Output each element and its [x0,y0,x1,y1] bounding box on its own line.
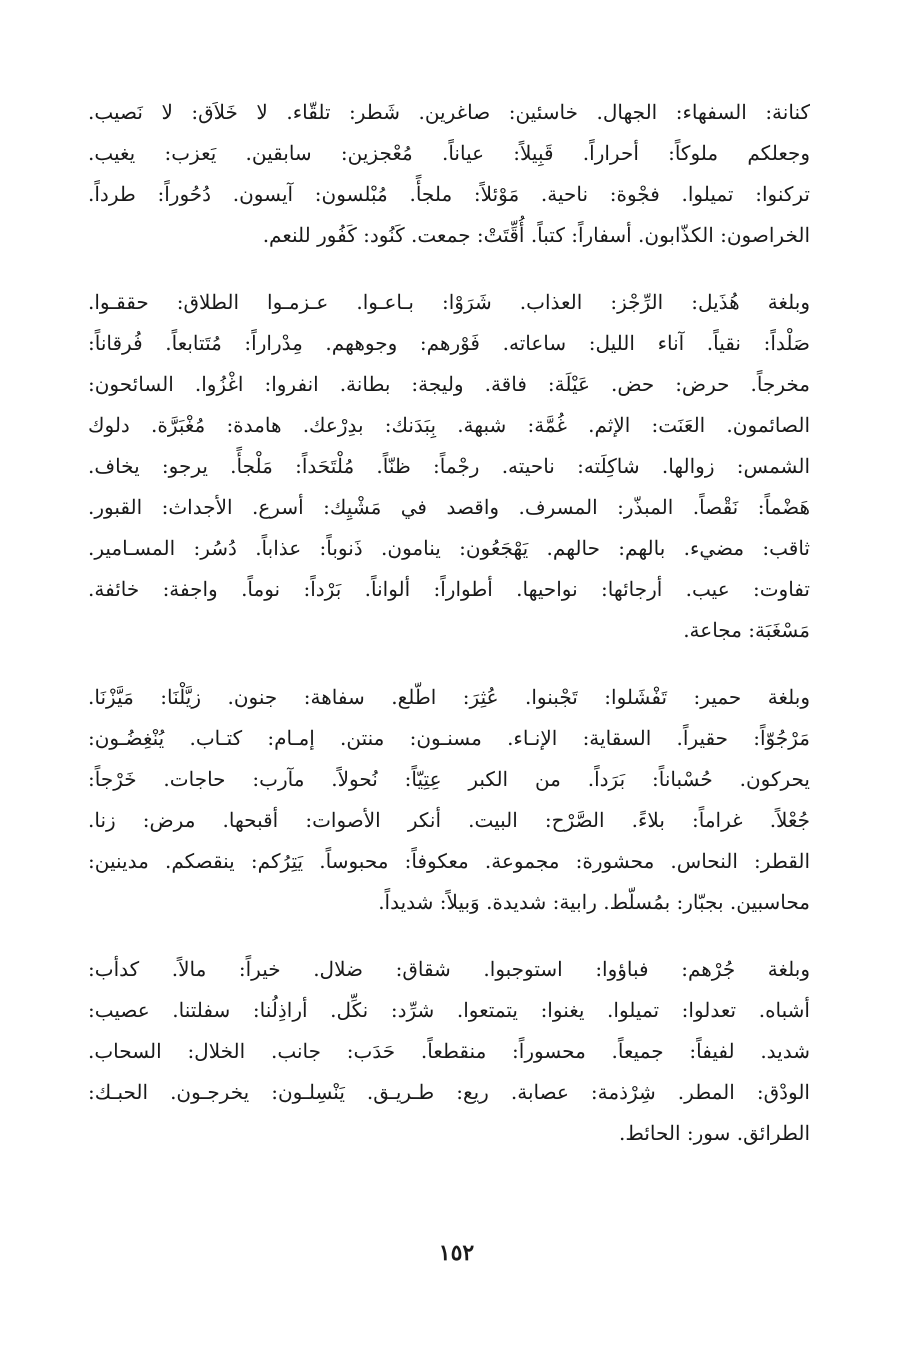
text-line: جُعْلاً. غراماً: بلاءً. الصَّرْح: البيت. أنكر الأصوات: أقبحها. مرض: زنا. [88,808,810,832]
text-line: تفاوت: عيب. أرجائها: نواحيها. أطواراً: ألواناً. بَرْداً: نوماً. واجفة: خائفة. [88,577,810,601]
text-line: الشمس: زوالها. شاكِلَته: ناحيته. رجْماً: ظنّاً. مُلْتَحَداً: مَلْجأً. يرجو: يخاف. [88,454,810,478]
paragraph-kinana [88,92,810,256]
text-line: محاسبين. بجبّار: بمُسلّط. رابية: شديدة. وَبيلاً: شديداً. [378,890,810,914]
paragraph-hudhayl [88,282,810,651]
page-number: ١٥٢ [438,1240,475,1266]
text-line: الخراصون: الكذّابون. أسفاراً: كتباً. أُقِّتَتْ: جمعت. كَنُود: كَفُور للنعم. [262,223,810,247]
text-line: هَضْماً: نَقْصاً. المبذّر: المسرف. واقصد في مَشْيِك: أسرع. الأجداث: القبور. [88,495,810,519]
text-line: الطرائق. سور: الحائط. [618,1121,810,1145]
text-line: مَرْجُوّاً: حقيراً. السقاية: الإنـاء. مسنـون: منتن. إمـام: كتـاب. يُنْغِضُـون: [88,726,810,750]
text-line: صَلْداً: نقياً. آناء الليل: ساعاته. فَوْرهم: وجوههم. مِدْراراً: مُتَتابعاً. فُرقاناً: [88,331,810,355]
text-line: تركنوا: تميلوا. فجْوة: ناحية. مَوْئلاً: ملجأً. مُبْلسون: آيسون. دُحُوراً: طرداً. [88,182,810,206]
page-body [88,92,810,1154]
text-line: مخرجاً. حرض: حض. عَيْلَة: فاقة. وليجة: بطانة. انفروا: اغْزُوا. السائحون: [88,372,810,396]
text-line: ثاقب: مضيء. بالهم: حالهم. يَهْجَعُون: ينامون. ذَنوباً: عذاباً. دُسُر: المسـامير. [88,536,810,560]
text-line: القطر: النحاس. محشورة: مجموعة. معكوفاً: محبوساً. يَتِرُكم: ينقصكم. مدينين: [88,849,810,873]
text-line: مَسْغَبَة: مجاعة. [683,618,810,642]
paragraph-himyar [88,677,810,923]
text-line: وبلغة هُذَيل: الرِّجْز: العذاب. شَرَوْا: بـاعـوا. عـزمـوا الطلاق: حققـوا. [88,290,810,314]
text-line: الودْق: المطر. شِرْذمة: عصابة. ريع: طـريـق. يَنْسِلـون: يخرجـون. الحبـك: [88,1080,810,1104]
text-line: وبلغة حمير: تَفْشَلوا: تَجْبنوا. عُثِرَ: اطّلع. سفاهة: جنون. زيَّلْنَا: مَيَّزْنَا. [88,685,810,709]
text-line: شديد. لفيفاً: جميعاً. محسوراً: منقطعاً. حَدَب: جانب. الخلال: السحاب. [88,1039,810,1063]
text-line: أشباه. تعدلوا: تميلوا. يغنوا: يتمتعوا. شرِّد: نكِّل. أراذِلُنا: سفلتنا. عصيب: [88,998,810,1022]
text-line: وجعلكم ملوكاً: أحراراً. قَبِيلاً: عياناً. مُعْجزين: سابقين. يَعزب: يغيب. [88,141,810,165]
text-line: الصائمون. العَنَت: الإثم. غُمَّة: شبهة. بِبَدَنك: بدِرْعك. هامدة: مُغْبَرَّة. دلوك [88,413,810,437]
paragraph-jurhum [88,949,810,1154]
text-line: يحركون. حُسْباناً: بَرَداً. من الكبر عِتِيّاً: نُحولاً. مآرب: حاجات. خَرْجاً: [88,767,810,791]
text-line: وبلغة جُرْهم: فباؤوا: استوجبوا. شقاق: ضلال. خيراً: مالاً. كدأب: [88,957,810,981]
text-line: كنانة: السفهاء: الجهال. خاسئين: صاغرين. شَطر: تلقّاء. لا خَلاَق: لا نَصيب. [88,100,810,124]
